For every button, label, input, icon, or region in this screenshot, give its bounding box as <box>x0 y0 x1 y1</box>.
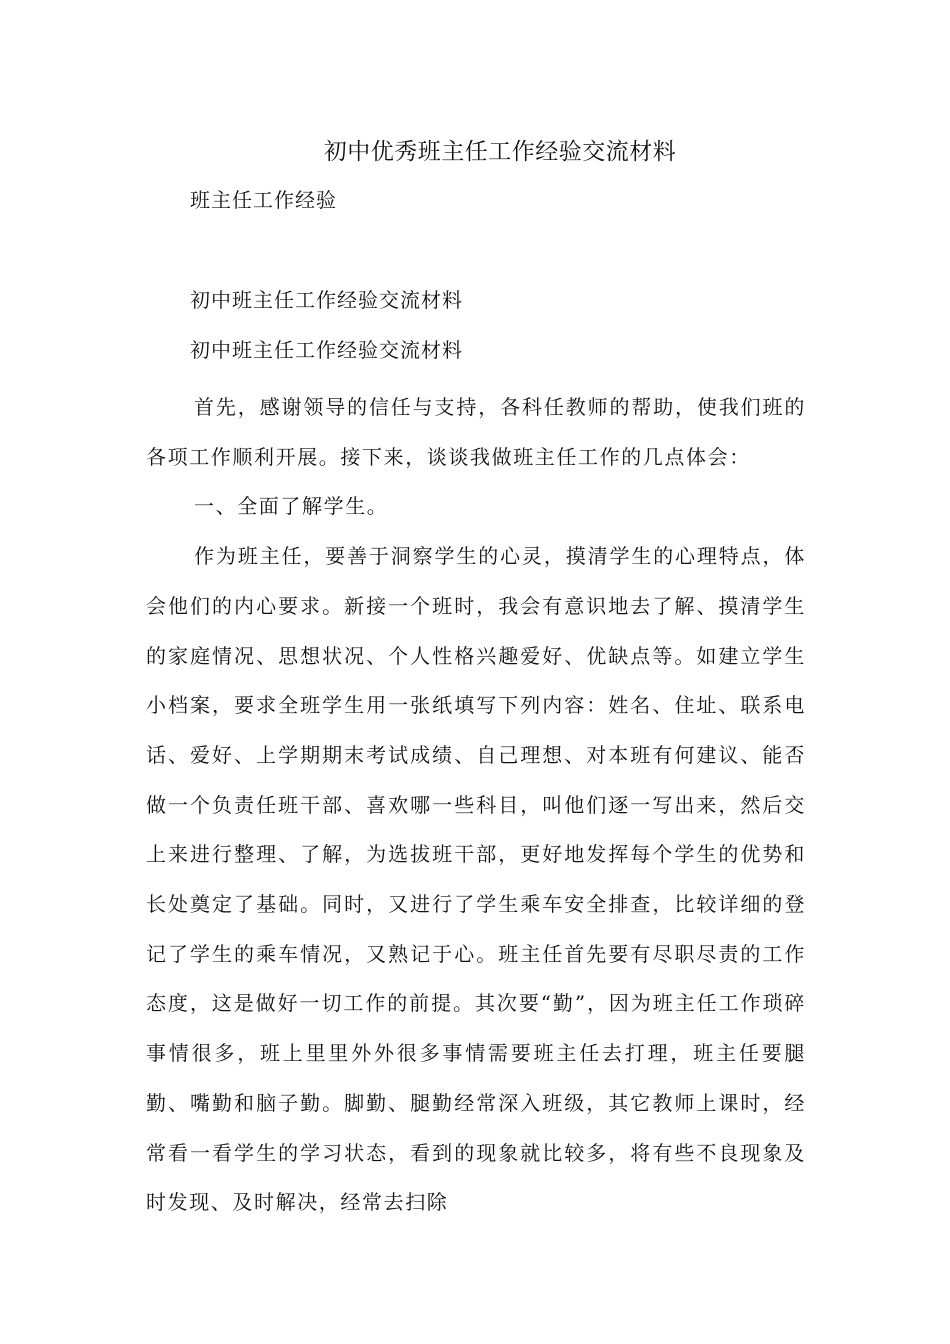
paragraph-intro: 首先，感谢领导的信任与支持，各科任教师的帮助，使我们班的各项工作顺利开展。接下来，谈谈我做班主任工作的几点体会： <box>146 395 806 469</box>
document-title: 初中优秀班主任工作经验交流材料 <box>323 139 677 165</box>
document-subtitle: 班主任工作经验 <box>190 188 337 212</box>
document-body <box>146 383 806 1228</box>
section-heading-1: 初中班主任工作经验交流材料 <box>190 288 463 312</box>
paragraph-section-heading: 一、全面了解学生。 <box>194 494 389 519</box>
paragraph-main: 作为班主任，要善于洞察学生的心灵，摸清学生的心理特点，体会他们的内心要求。新接一个班时，我会有意识地去了解、摸清学生的家庭情况、思想状况、个人性格兴趣爱好、优缺点等。如建立学生小档案，要求全班学生用一张纸填写下列内容：姓名、住址、联系电话、爱好、上学期期末考试成绩、自己理想、对本班有何建议、能否做一个负责任班干部、喜欢哪一些科目，叫他们逐一写出来，然后交上来进行整理、了解，为选拔班干部，更好地发挥每个学生的优势和长处奠定了基础。同时，又进行了学生乘车安全排查，比较详细的登记了学生的乘车情况，又熟记于心。班主任首先要有尽职尽责的工作态度，这是做好一切工作的前提。其次要“勤”，因为班主任工作琐碎事情很多，班上里里外外很多事情需要班主任去打理，班主任要腿勤、嘴勤和脑子勤。脚勤、腿勤经常深入班级，其它教师上课时，经常看一看学生的学习状态，看到的现象就比较多，将有些不良现象及时发现、及时解决，经常去扫除 <box>146 544 806 1215</box>
section-heading-2: 初中班主任工作经验交流材料 <box>190 338 463 362</box>
